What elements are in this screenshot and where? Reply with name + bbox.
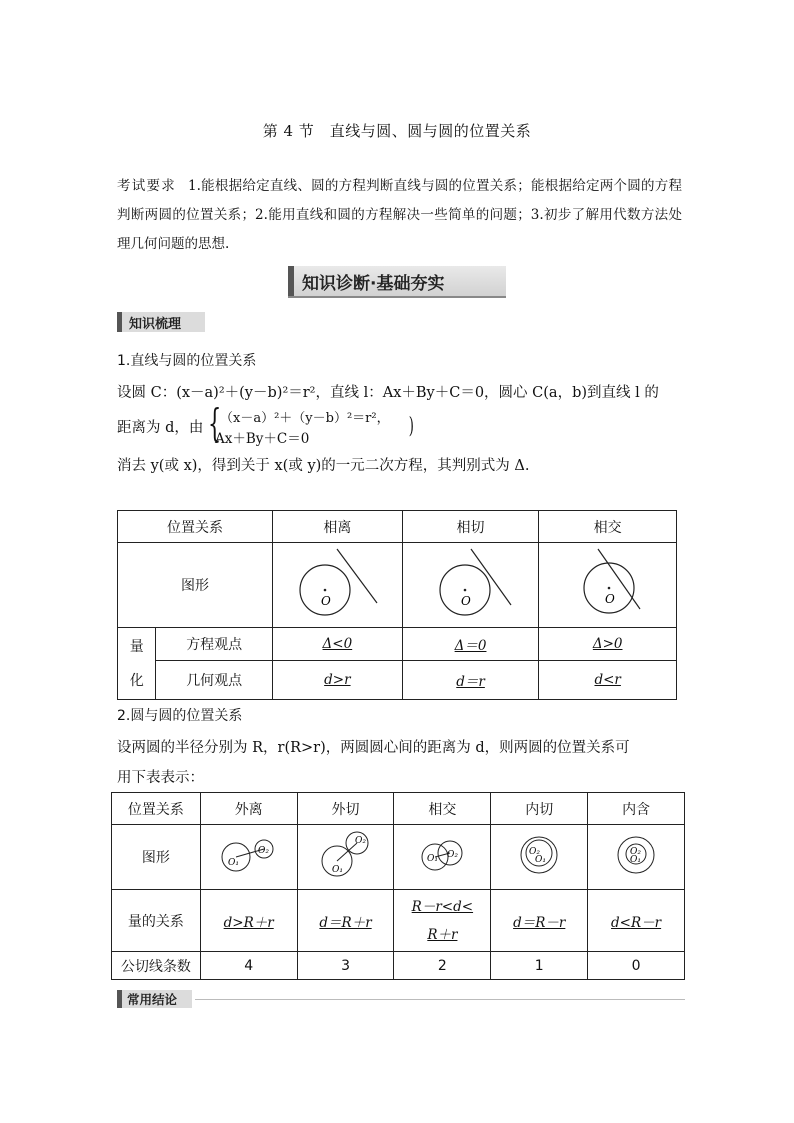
table1-header-cell: 相切 [402, 511, 539, 543]
relation-cell [200, 890, 297, 952]
table1-geometry-row [118, 661, 677, 700]
relation-text: d＝R－r [513, 914, 566, 931]
quantify-label-2: 化 [129, 672, 144, 689]
figure-intersect [539, 543, 677, 628]
o2-label: O₂ [529, 847, 541, 857]
value-text: d＝r [456, 674, 485, 690]
figure-intersecting [394, 825, 491, 890]
relation-text: R－r<d< [411, 898, 474, 915]
center-label: O [604, 592, 615, 606]
tangent-count: 1 [491, 952, 588, 980]
conclusion-tag [117, 990, 192, 1008]
table2-header-row [112, 793, 685, 825]
banner-text: 知识诊断·基础夯实 [302, 274, 445, 294]
requirements-text: 1.能根据给定直线、圆的方程判断直线与圆的位置关系；能根据给定两个圆的方程判断两圆的位置关系；2.能用直线和圆的方程解决一些简单的问题；3.初步了解用代数方法处理几何问题的思想. [117, 178, 683, 252]
table2-figure-label: 图形 [112, 825, 201, 890]
table1-header-cell: 位置关系 [118, 511, 273, 543]
tag-bar [117, 312, 122, 332]
equation-view-label: 方程观点 [156, 628, 273, 661]
figure-contained [588, 825, 685, 890]
knowledge-tag-text: 知识梳理 [129, 317, 182, 332]
banner-bar [288, 266, 294, 296]
relation-text: d＝R＋r [319, 914, 372, 931]
section2-heading: 2.圆与圆的位置关系 [117, 708, 243, 724]
figure-external [200, 825, 297, 890]
table1-header-row [118, 511, 677, 543]
table1-header-cell: 相离 [272, 511, 402, 543]
value-text: d<r [594, 672, 621, 688]
table2-header-cell: 位置关系 [112, 793, 201, 825]
tag-bar [117, 990, 122, 1008]
o1-label: O₁ [331, 865, 343, 875]
conclusion-tag-text: 常用结论 [127, 992, 178, 1007]
conclusion-divider [195, 999, 685, 1000]
table1-value-cell [402, 628, 539, 661]
table2-tangent-row [112, 952, 685, 980]
section1-line2-prefix: 距离为 d，由 [117, 420, 204, 436]
o2-label: O₂ [354, 836, 366, 846]
section1-heading: 1.直线与圆的位置关系 [117, 353, 257, 369]
page-title: 第 4 节 直线与圆、圆与圆的位置关系 [262, 122, 532, 140]
line-circle-intersect-diagram [548, 543, 668, 623]
circles-intersecting-diagram [395, 825, 489, 885]
circles-external-tangent-diagram [299, 825, 393, 885]
relation-cell [394, 890, 491, 952]
relation-cell [588, 890, 685, 952]
table2-header-cell: 内切 [491, 793, 588, 825]
section1-line3: 消去 y(或 x)，得到关于 x(或 y)的一元二次方程，其判别式为 Δ. [117, 458, 530, 474]
equation-brace: { [208, 401, 222, 445]
center-label: O [321, 594, 332, 608]
circle-circle-table [111, 792, 685, 980]
table1-header-cell: 相交 [539, 511, 677, 543]
figure-internal-tangent [491, 825, 588, 890]
quantify-label-1: 量 [129, 638, 144, 655]
center-label: O [460, 594, 471, 608]
system-equation-1: （x－a）²＋（y－b）²＝r²， [220, 411, 390, 426]
relation-cell [491, 890, 588, 952]
table1-equation-row [118, 628, 677, 661]
tangent-count: 2 [394, 952, 491, 980]
tangent-count: 4 [200, 952, 297, 980]
figure-tangent [402, 543, 539, 628]
tangent-count: 0 [588, 952, 685, 980]
circles-external-diagram [202, 825, 296, 885]
equation-right-paren: ) [408, 414, 414, 439]
figure-separate [272, 543, 402, 628]
o1-label: O₁ [535, 855, 547, 865]
section2-line2: 用下表表示： [117, 770, 204, 786]
figure-external-tangent [297, 825, 394, 890]
o2-label: O₂ [257, 846, 269, 856]
section1-line1: 设圆 C：(x－a)²＋(y－b)²＝r²，直线 l：Ax＋By＋C＝0，圆心 C(a，b)到直线 l 的 [117, 385, 659, 401]
o1-label: O₁ [227, 858, 239, 868]
table1-value-cell [272, 661, 402, 700]
knowledge-tag [117, 312, 205, 332]
table2-figure-row [112, 825, 685, 890]
line-circle-separate-diagram [277, 543, 397, 623]
table1-figure-row [118, 543, 677, 628]
line-circle-table [117, 510, 677, 700]
relation-label: 量的关系 [112, 890, 201, 952]
relation-text: d<R－r [611, 914, 662, 931]
table1-value-cell [539, 661, 677, 700]
geometry-view-label: 几何观点 [156, 661, 273, 700]
value-text: Δ<0 [322, 636, 353, 652]
table2-header-cell: 相交 [394, 793, 491, 825]
o2-label: O₂ [630, 847, 642, 857]
tangent-count: 3 [297, 952, 394, 980]
section2-line1: 设两圆的半径分别为 R，r(R>r)，两圆圆心间的距离为 d，则两圆的位置关系可 [117, 740, 630, 756]
table1-value-cell [402, 661, 539, 700]
relation-text: d>R＋r [223, 914, 274, 931]
table1-figure-label: 图形 [118, 543, 273, 628]
o1-label: O₁ [427, 854, 439, 864]
table1-value-cell [539, 628, 677, 661]
section-banner [288, 266, 506, 298]
o1-label: O₁ [630, 855, 642, 865]
circles-contained-diagram [589, 825, 683, 885]
value-text: Δ>0 [592, 636, 623, 652]
circles-internal-tangent-diagram [492, 825, 586, 885]
exam-requirements [117, 172, 682, 259]
requirements-label: 考试要求 [117, 178, 176, 194]
line-circle-tangent-diagram [411, 543, 531, 623]
value-text: Δ＝0 [454, 638, 487, 654]
quantify-label [118, 628, 156, 700]
value-text: d>r [324, 672, 351, 688]
tangent-label: 公切线条数 [112, 952, 201, 980]
relation-text-line2: R＋r [427, 926, 458, 943]
table2-header-cell: 外离 [200, 793, 297, 825]
table2-header-cell: 外切 [297, 793, 394, 825]
system-equation-2: Ax＋By＋C＝0 [215, 431, 310, 447]
table2-header-cell: 内含 [588, 793, 685, 825]
table2-relation-row [112, 890, 685, 952]
o2-label: O₂ [447, 850, 459, 860]
table1-value-cell [272, 628, 402, 661]
relation-cell [297, 890, 394, 952]
